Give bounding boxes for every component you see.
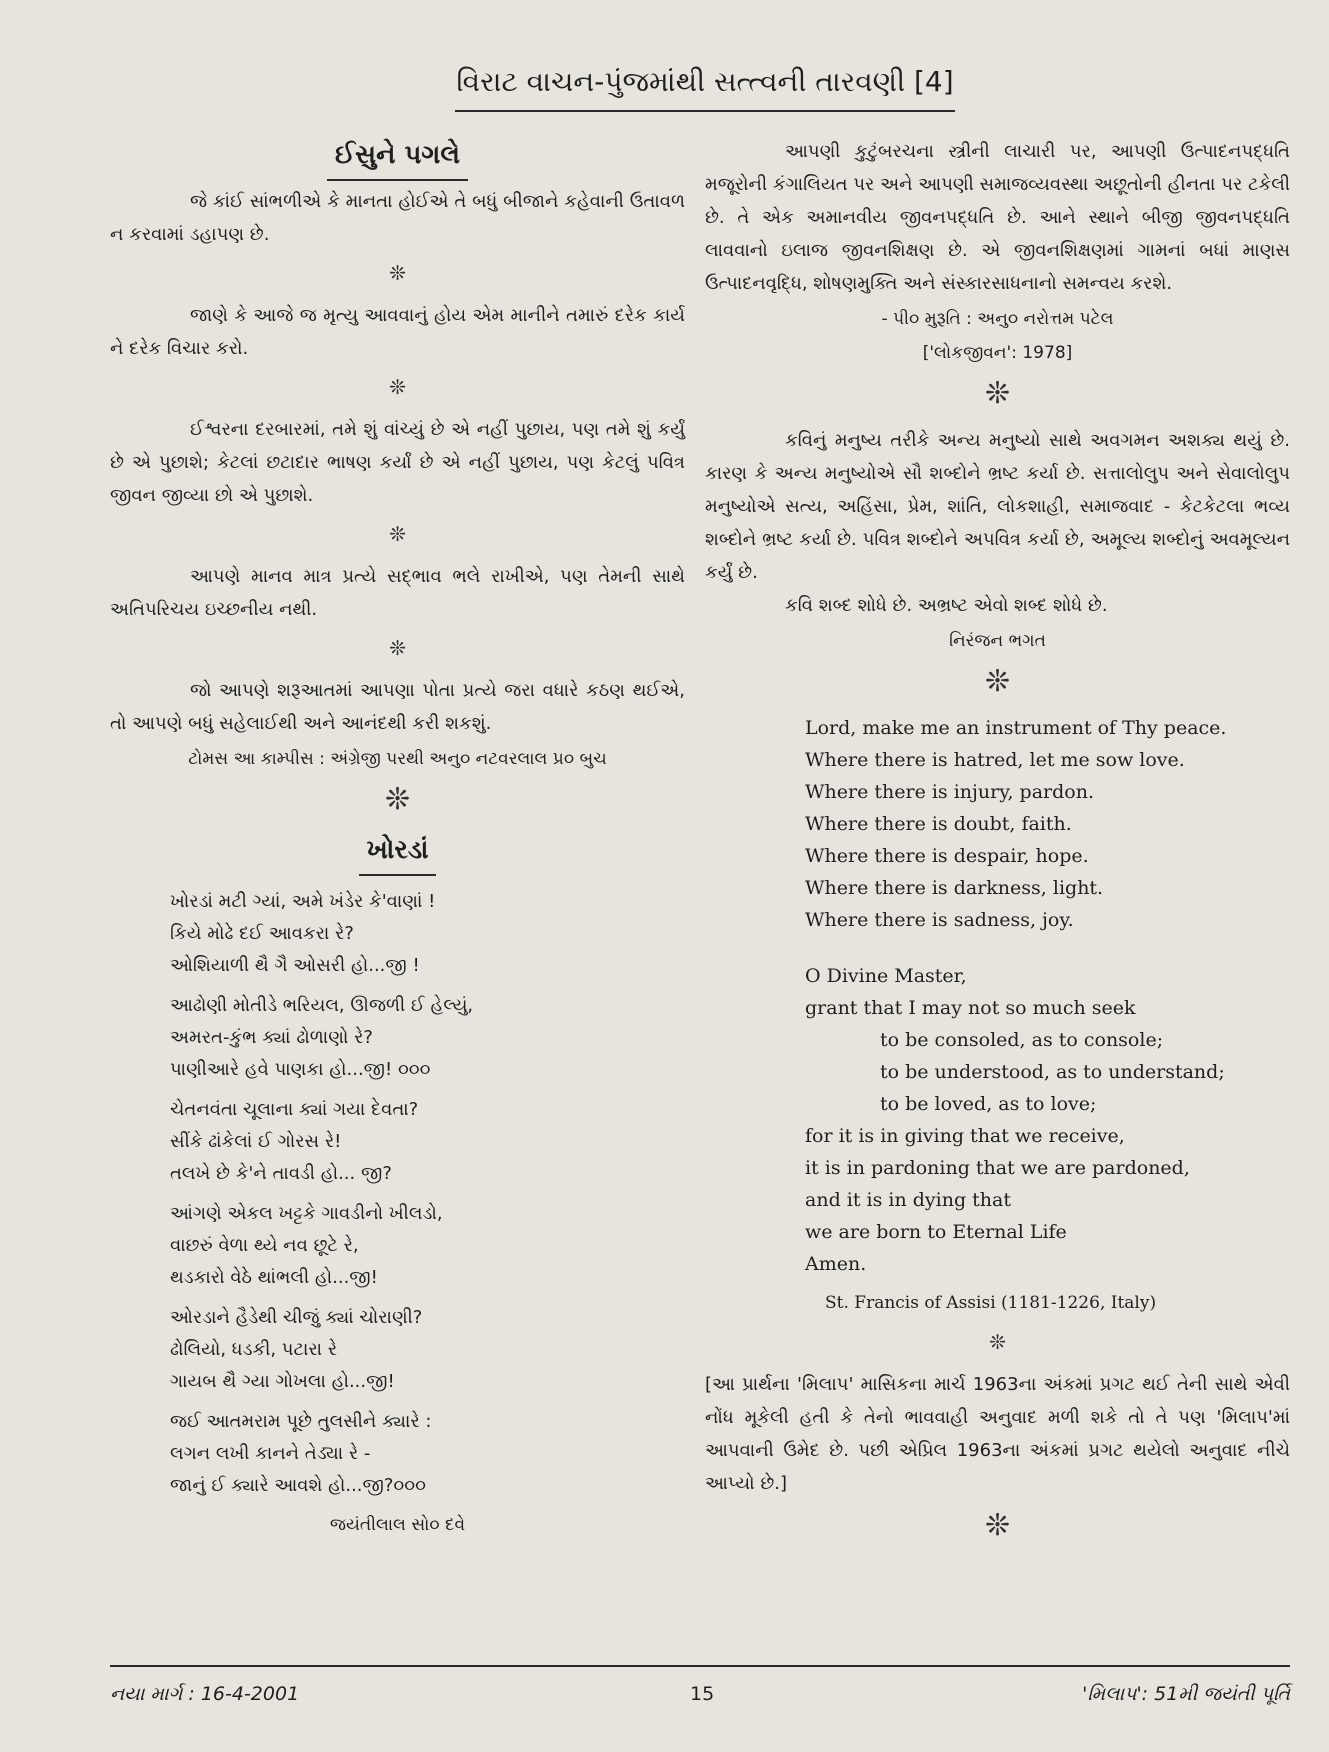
page-footer xyxy=(110,1665,1290,1727)
source-credit: ['લોકજીવન': 1978] xyxy=(922,343,1073,363)
section-title-khordan: ખોરડાં xyxy=(110,830,685,876)
editor-note: [આ પ્રાર્થના 'મિલાપ' માસિકના માર્ચ 1963ના અંકમાં પ્રગટ થઈ તેની સાથે એવી નોંધ મૂકેલી હતી કે તેનો ભાવવાહી અનુવાદ મળી શકે તો તે પણ 'મિલાપ'માં આપવાની ઉમેદ છે. પછી એપ્રિલ 1963ના અંકમાં પ્રગટ થયેલો અનુવાદ નીચે આપ્યો છે.] xyxy=(705,1374,1290,1494)
ornament-icon: ❊ xyxy=(984,664,1011,699)
poem-stanza xyxy=(170,886,685,982)
stanza-gap xyxy=(705,936,1290,960)
poem-line: ગાયબ થૈ ગ્યા ગોખલા હો...જી! xyxy=(170,1371,395,1392)
prayer-line: Where there is sadness, joy. xyxy=(805,909,1074,931)
poem-line: આઢોણી મોતીડે ભરિયલ, ઊજળી ઈ હેલ્યું, xyxy=(170,995,474,1016)
poem-line: ખોરડાં મટી ગ્યાં, અમે ખંડેર કે'વાણાં ! xyxy=(170,891,436,912)
poem-stanza xyxy=(170,1406,685,1502)
paragraph: જે કાંઈ સાંભળીએ કે માનતા હોઈએ તે બધું બીજાને કહેવાની ઉતાવળ ન કરવામાં ડહાપણ છે. xyxy=(110,191,685,245)
poem-line: તલખે છે કે'ને તાવડી હો... જી? xyxy=(170,1163,392,1184)
ornament-icon: ❊ xyxy=(984,376,1011,411)
prayer-line: grant that I may not so much seek xyxy=(805,997,1136,1019)
prayer-line: to be consoled, as to console; xyxy=(880,1029,1164,1051)
footer-supplement: 'મિલાપ': 51મી જયંતી પૂર્તિ xyxy=(1082,1683,1290,1705)
paragraph: જાણે કે આજે જ મૃત્યુ આવવાનું હોય એમ માનીને તમારું દરેક કાર્ય ને દરેક વિચાર કરો. xyxy=(110,305,685,359)
ornament-icon: ❊ xyxy=(389,261,406,285)
page-header: વિરાટ વાચન-પુંજમાંથી સત્ત્વની તારવણી [4] xyxy=(455,62,955,112)
prayer-line: to be understood, as to understand; xyxy=(880,1061,1225,1083)
poem-line: આંગણે એકલ ખટ્ટકે ગાવડીનો ખીલડો, xyxy=(170,1203,443,1224)
poet-credit: જયંતીલાલ સો૦ દવે xyxy=(329,1515,466,1535)
ornament-icon: ❊ xyxy=(389,375,406,399)
section-title-isune-pagle: ઈસુને પગલે xyxy=(110,135,685,181)
paragraph: કવિ શબ્દ શોધે છે. અભ્રષ્ટ એવો શબ્દ શોધે છે. xyxy=(785,595,1108,616)
poem-line: થડકારો વેઠે થાંભલી હો...જી! xyxy=(170,1267,378,1288)
ornament-icon: ❊ xyxy=(389,522,406,546)
ornament-icon: ❊ xyxy=(389,636,406,660)
english-prayer xyxy=(705,712,1290,1280)
prayer-line: Where there is darkness, light. xyxy=(805,877,1104,899)
poem-line: ચેતનવંતા ચૂલાના ક્યાં ગયા દેવતા? xyxy=(170,1099,419,1120)
poem-line: ઓશિયાળી થૈ ગૈ ઓસરી હો...જી ! xyxy=(170,955,420,976)
poem-line: વાછરું વેળા થ્યે નવ છૂટે રે, xyxy=(170,1235,359,1256)
prayer-credit: St. Francis of Assisi (1181-1226, Italy) xyxy=(825,1293,1157,1313)
poem-line: ઓરડાને હૈડેથી ચીજું ક્યાં ચોરાણી? xyxy=(170,1307,423,1328)
ornament-icon: ❊ xyxy=(984,1508,1011,1543)
poem-line: સીંકે ઢાંકેલાં ઈ ગોરસ રે! xyxy=(170,1131,342,1152)
ornament-icon: ❊ xyxy=(989,1330,1006,1354)
paragraph: જો આપણે શરૂઆતમાં આપણા પોતા પ્રત્યે જરા વધારે કઠણ થઈએ, તો આપણે બધું સહેલાઈથી અને આનંદથી કરી શકશું. xyxy=(110,680,685,734)
poem-stanza xyxy=(170,1198,685,1294)
paragraph: આપણે માનવ માત્ર પ્રત્યે સદ્ભાવ ભલે રાખીએ, પણ તેમની સાથે અતિપરિચય ઇચ્છનીય નથી. xyxy=(110,566,685,620)
prayer-line: we are born to Eternal Life xyxy=(805,1221,1067,1243)
author-credit: ટોમસ આ કામ્પીસ : અંગ્રેજી પરથી અનુ૦ નટવરલાલ પ્ર૦ બુચ xyxy=(188,749,607,769)
prayer-line: to be loved, as to love; xyxy=(880,1093,1097,1115)
poem-line: જાનું ઈ ક્યારે આવશે હો...જી?૦૦૦ xyxy=(170,1475,426,1496)
prayer-line: it is in pardoning that we are pardoned, xyxy=(805,1157,1190,1179)
prayer-line: Lord, make me an instrument of Thy peace. xyxy=(805,717,1227,739)
page-number: 15 xyxy=(690,1683,715,1705)
prayer-line: Where there is doubt, faith. xyxy=(805,813,1072,835)
paragraph: ઈશ્વરના દરબારમાં, તમે શું વાંચ્યું છે એ નહીં પુછાય, પણ તમે શું કર્યું છે એ પુછાશે; કેટલાં છટાદાર ભાષણ કર્યાં છે એ નહીં પુછાય, પણ કેટલું પવિત્ર જીવન જીવ્યા છો એ પુછાશે. xyxy=(110,419,685,506)
poem-line: લગન લખી કાનને તેડ્યા રે - xyxy=(170,1443,371,1464)
poem-line: જઈ આતમરામ પૂછે તુલસીને ક્યારે : xyxy=(170,1411,432,1432)
poem xyxy=(170,886,685,1502)
prayer-line: Where there is injury, pardon. xyxy=(805,781,1094,803)
author-credit: નિરંજન ભગત xyxy=(949,631,1046,651)
paragraph: કવિનું મનુષ્ય તરીકે અન્ય મનુષ્યો સાથે અવગમન અશક્ય થયું છે. કારણ કે અન્ય મનુષ્યોએ સૌ શબ્દોને ભ્રષ્ટ કર્યા છે. સત્તાલોલુપ અને સેવાલોલુપ મનુષ્યોએ સત્ય, અહિંસા, પ્રેમ, શાંતિ, લોકશાહી, સમાજવાદ - કેટકેટલા ભવ્ય શબ્દોને ભ્રષ્ટ કર્યા છે. પવિત્ર શબ્દોને અપવિત્ર કર્યા છે, અમૂલ્ય શબ્દોનું અવમૂલ્યન કર્યું છે. xyxy=(705,430,1290,583)
poem-stanza xyxy=(170,1302,685,1398)
poem-stanza xyxy=(170,990,685,1086)
poem-line: ઢોલિયો, ધડકી, પટારા રે xyxy=(170,1339,338,1360)
prayer-line: Amen. xyxy=(805,1253,867,1275)
poem-stanza xyxy=(170,1094,685,1190)
prayer-line: for it is in giving that we receive, xyxy=(805,1125,1125,1147)
poem-line: પાણીઆરે હવે પાણકા હો...જી! ૦૦૦ xyxy=(170,1059,431,1080)
prayer-line: Where there is despair, hope. xyxy=(805,845,1089,867)
poem-line: અમરત-કુંભ ક્યાં ઢોળાણો રે? xyxy=(170,1027,373,1048)
right-column xyxy=(705,135,1290,1556)
paragraph: આપણી કુટુંબરચના સ્ત્રીની લાચારી પર, આપણી ઉત્પાદનપદ્ધતિ મજૂરોની કંગાલિયત પર અને આપણી સમાજવ્યવસ્થા અછૂતોની હીનતા પર ટકેલી છે. તે એક અમાનવીય જીવનપદ્ધતિ છે. આને સ્થાને બીજી જીવનપદ્ધતિ લાવવાનો ઇલાજ જીવનશિક્ષણ છે. એ જીવનશિક્ષણમાં ગામનાં બધાં માણસ ઉત્પાદનવૃદ્ધિ, શોષણમુક્તિ અને સંસ્કારસાધનાનો સમન્વય કરશે. xyxy=(705,141,1290,294)
prayer-line: Where there is hatred, let me sow love. xyxy=(805,749,1185,771)
author-credit: - પી૦ મુરૂતિ : અનુ૦ નરોત્તમ પટેલ xyxy=(881,309,1114,329)
prayer-line: O Divine Master, xyxy=(805,965,967,987)
left-column xyxy=(110,135,685,1544)
prayer-line: and it is in dying that xyxy=(805,1189,1011,1211)
ornament-icon: ❊ xyxy=(384,782,411,817)
footer-publication: નયા માર્ગ : 16-4-2001 xyxy=(110,1683,300,1705)
poem-line: કિયે મોઢે દઈ આવકરા રે? xyxy=(170,923,354,944)
